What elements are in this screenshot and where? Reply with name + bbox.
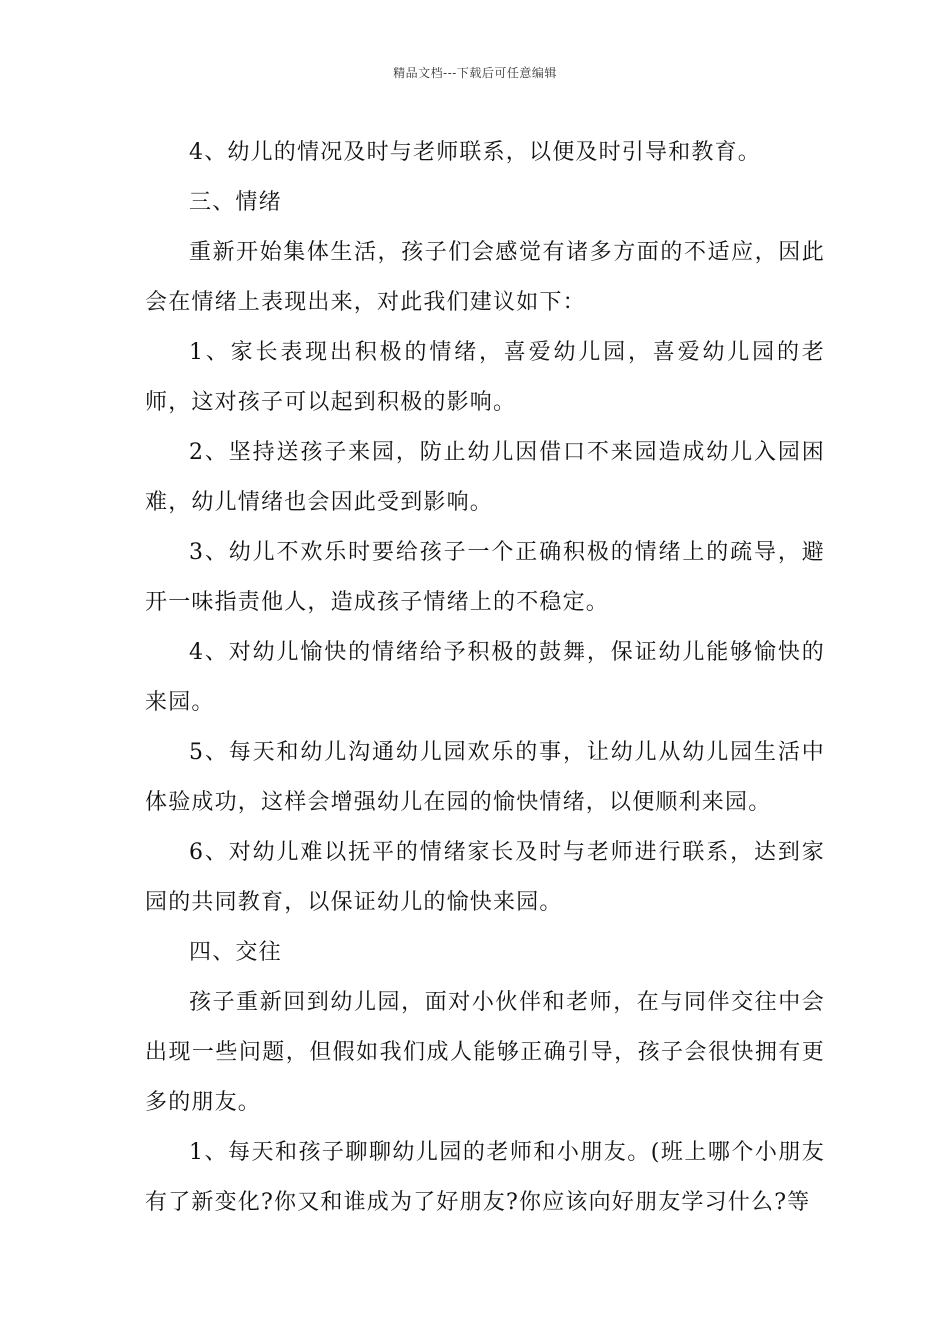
paragraph: 3、幼儿不欢乐时要给孩子一个正确积极的情绪上的疏导，避开一味指责他人，造成孩子情绪上的不稳定。 [145, 540, 825, 615]
paragraph: 重新开始集体生活，孩子们会感觉有诸多方面的不适应，因此会在情绪上表现出来，对此我们建议如下： [145, 240, 825, 315]
paragraph: 5、每天和幼儿沟通幼儿园欢乐的事，让幼儿从幼儿园生活中体验成功，这样会增强幼儿在园的愉快情绪，以便顺利来园。 [145, 740, 825, 815]
paragraph: 4、对幼儿愉快的情绪给予积极的鼓舞，保证幼儿能够愉快的来园。 [145, 640, 825, 715]
section-heading-emotion: 三、情绪 [189, 190, 282, 215]
paragraph: 6、对幼儿难以抚平的情绪家长及时与老师进行联系，达到家园的共同教育，以保证幼儿的愉快来园。 [145, 840, 825, 915]
paragraph: 4、幼儿的情况及时与老师联系，以便及时引导和教育。 [189, 140, 761, 165]
paragraph: 1、每天和孩子聊聊幼儿园的老师和小朋友。(班上哪个小朋友有了新变化?你又和谁成为了好朋友?你应该向好朋友学习什么?等 [145, 1140, 825, 1215]
page-header: 精品文档---下载后可任意编辑 [393, 66, 557, 80]
paragraph: 1、家长表现出积极的情绪，喜爱幼儿园，喜爱幼儿园的老师，这对孩子可以起到积极的影响。 [145, 340, 825, 415]
paragraph: 2、坚持送孩子来园，防止幼儿因借口不来园造成幼儿入园困难，幼儿情绪也会因此受到影响。 [145, 440, 825, 515]
section-heading-interaction: 四、交往 [189, 940, 282, 965]
paragraph: 孩子重新回到幼儿园，面对小伙伴和老师，在与同伴交往中会出现一些问题，但假如我们成人能够正确引导，孩子会很快拥有更多的朋友。 [145, 990, 825, 1115]
document-body [145, 128, 825, 1228]
